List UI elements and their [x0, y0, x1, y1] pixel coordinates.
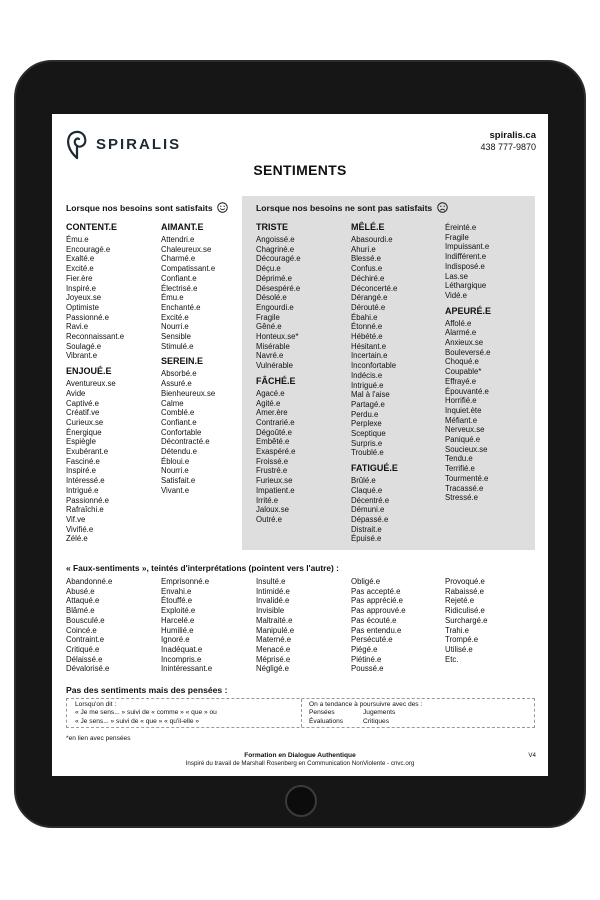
- home-button[interactable]: [285, 785, 317, 817]
- feeling-word: Passionné.e: [66, 312, 109, 322]
- footer-title: Formation en Dialogue Authentique: [244, 752, 356, 759]
- feeling-word: Éreinté.e: [445, 223, 477, 232]
- feeling-word: Satisfait.e: [161, 476, 196, 486]
- feeling-word: Confus.e: [351, 264, 383, 274]
- feeling-word: Angoissé.e: [256, 235, 295, 244]
- feeling-word: Troublé.e: [351, 448, 384, 458]
- list-word: Critiques: [363, 717, 390, 725]
- feeling-group-heading: SEREIN.E: [161, 356, 204, 367]
- feeling-group-heading: AIMANT.E: [161, 222, 204, 232]
- list-word: Inintéressant.e: [161, 664, 213, 674]
- feeling-word: Ému.e: [161, 293, 184, 303]
- feeling-group-heading: APEURÉ.E: [445, 305, 492, 316]
- feelings-column: [66, 222, 124, 544]
- feeling-word: Intéressé.e: [66, 476, 105, 486]
- feeling-word: Agité.e: [256, 398, 281, 408]
- feeling-word: Perdu.e: [351, 409, 379, 419]
- feeling-word: Soucieux.se: [445, 444, 488, 454]
- unsatisfied-heading: [256, 202, 448, 213]
- feeling-word: Bouleversé.e: [445, 347, 491, 357]
- feeling-word: Épuisé.e: [351, 534, 382, 544]
- list-word: Ridiculisé.e: [445, 606, 485, 616]
- feeling-word: Mal à l'aise: [351, 390, 390, 400]
- satisfied-heading: [66, 202, 228, 213]
- feeling-word: Nourri.e: [161, 322, 189, 332]
- feeling-word: Léthargique: [445, 281, 487, 291]
- feeling-word: Exaspéré.e: [256, 447, 296, 457]
- feeling-word: Nourri.e: [161, 466, 189, 476]
- list-word: Invalidé.e: [256, 596, 290, 606]
- feeling-word: Exalté.e: [66, 254, 95, 264]
- feeling-word: Intrigué.e: [351, 380, 384, 390]
- list-word: Intimidé.e: [256, 586, 290, 596]
- feeling-word: Désespéré.e: [256, 283, 301, 293]
- feeling-word: Effrayé.e: [445, 376, 477, 386]
- list-word: Contraint.e: [66, 635, 105, 645]
- list-word: Etc.: [445, 654, 459, 664]
- feeling-word: Calme: [161, 398, 184, 408]
- list-word: Surchargé.e: [445, 615, 488, 625]
- feeling-word: Détendu.e: [161, 447, 197, 457]
- feeling-word: Agacé.e: [256, 388, 285, 398]
- feeling-word: Encouragé.e: [66, 244, 111, 254]
- feeling-word: Reconnaissant.e: [66, 332, 125, 342]
- feeling-word: Amer.ère: [256, 408, 288, 418]
- list-word: Trahi.e: [445, 625, 469, 635]
- feeling-word: Dérangé.e: [351, 293, 388, 303]
- list-word: Incompris.e: [161, 654, 202, 664]
- list-word: Utilisé.e: [445, 644, 473, 654]
- feeling-word: Distrait.e: [351, 524, 382, 534]
- feeling-word: Curieux.se: [66, 417, 104, 427]
- feeling-word: Intrigué.e: [66, 485, 99, 495]
- feeling-word: Exubérant.e: [66, 447, 109, 457]
- feeling-word: Passionné.e: [66, 495, 109, 505]
- list-word: Pas apprécié.e: [351, 596, 404, 606]
- unsatisfied-heading-text: Lorsque nos besoins ne sont pas satisfaits: [256, 203, 433, 213]
- feeling-word: Irrité.e: [256, 495, 279, 505]
- feeling-word: Rafraîchi.e: [66, 505, 104, 515]
- feeling-word: Gêné.e: [256, 322, 282, 332]
- feeling-word: Horrifié.e: [445, 396, 477, 406]
- box-divider: [301, 699, 302, 727]
- smiley-icon: [217, 202, 228, 213]
- feeling-word: Choqué.e: [445, 357, 479, 367]
- feeling-word: Déçu.e: [256, 264, 281, 274]
- list-word: Pas entendu.e: [351, 625, 402, 635]
- feeling-word: Électrisé.e: [161, 283, 198, 293]
- feeling-word: Fier.ère: [66, 273, 93, 283]
- feeling-word: Épouvanté.e: [445, 386, 489, 396]
- feeling-word: Stimulé.e: [161, 341, 194, 351]
- list-word: Pas écouté.e: [351, 615, 397, 625]
- feeling-word: Indécis.e: [351, 370, 383, 380]
- logo-text: SPIRALIS: [96, 136, 182, 153]
- list-word: Emprisonné.e: [161, 577, 210, 586]
- feeling-word: Misérable: [256, 341, 290, 351]
- feeling-word: Affolé.e: [445, 318, 472, 328]
- feeling-word: Fragile: [256, 312, 280, 322]
- list-word: Persécuté.e: [351, 635, 393, 645]
- list-word: Évaluations: [309, 717, 344, 725]
- feeling-word: Espiègle: [66, 437, 96, 447]
- feeling-word: Désolé.e: [256, 293, 287, 303]
- feeling-group-heading: ENJOUÉ.E: [66, 366, 112, 377]
- feeling-word: Dépassé.e: [351, 514, 389, 524]
- feeling-word: Dérouté.e: [351, 302, 386, 312]
- list-word: Humilié.e: [161, 625, 194, 635]
- feeling-word: Captivé.e: [66, 398, 99, 408]
- feeling-word: Vif.ve: [66, 514, 86, 524]
- list-word: Pas accepté.e: [351, 586, 401, 596]
- feeling-word: Indifférent.e: [445, 252, 487, 262]
- feeling-word: Chagriné.e: [256, 244, 295, 254]
- list-word: Inadéquat.e: [161, 644, 203, 654]
- feeling-word: Hébété.e: [351, 332, 383, 342]
- feelings-column: [161, 222, 215, 496]
- feeling-word: Décontracté.e: [161, 437, 210, 447]
- feeling-word: Tracassé.e: [445, 483, 484, 493]
- list-word: Insulté.e: [256, 577, 286, 586]
- website-link[interactable]: spiralis.ca: [489, 130, 536, 141]
- feeling-word: Bienheureux.se: [161, 388, 216, 398]
- feeling-word: Joyeux.se: [66, 293, 102, 303]
- pensees-right-intro: On a tendance à poursuivre avec des :: [309, 701, 423, 708]
- faux-column: [445, 577, 487, 664]
- frown-icon: [437, 202, 448, 213]
- list-word: Abusé.e: [66, 586, 95, 596]
- feeling-word: Ébloui.e: [161, 456, 190, 466]
- list-word: Invisible: [256, 606, 285, 616]
- feeling-word: Nerveux.se: [445, 425, 485, 435]
- feeling-word: Découragé.e: [256, 254, 301, 264]
- list-word: Méprisé.e: [256, 654, 291, 664]
- feeling-word: Méfiant.e: [445, 415, 478, 425]
- feeling-word: Comblé.e: [161, 408, 195, 418]
- feeling-word: Aventureux.se: [66, 379, 116, 389]
- feeling-word: Tendu.e: [445, 454, 473, 464]
- list-word: Exploité.e: [161, 606, 196, 616]
- feeling-word: Navré.e: [256, 351, 284, 361]
- feeling-word: Absorbé.e: [161, 369, 197, 379]
- feeling-word: Stressé.e: [445, 493, 478, 503]
- list-word: « Je me sens... » suivi de « comme » « que » ou: [75, 709, 217, 717]
- list-word: Manipulé.e: [256, 625, 295, 635]
- feeling-group-heading: MÊLÉ.E: [351, 222, 385, 232]
- list-word: Lorsqu'on dit :: [75, 701, 117, 708]
- list-word: Pas approuvé.e: [351, 606, 406, 616]
- feeling-word: Excité.e: [161, 312, 189, 322]
- feeling-word: Chaleureux.se: [161, 244, 212, 254]
- feeling-word: Fragile: [445, 232, 469, 242]
- feeling-word: Terrifié.e: [445, 464, 475, 474]
- faux-sentiments-heading: « Faux-sentiments », teintés d'interprétations (pointent vers l'autre) :: [66, 563, 339, 573]
- feeling-word: Excité.e: [66, 264, 94, 274]
- list-word: Piétiné.e: [351, 654, 382, 664]
- list-word: Dévalorisé.e: [66, 664, 110, 674]
- feeling-word: Incertain.e: [351, 351, 388, 361]
- list-word: Jugements: [363, 709, 396, 717]
- feeling-word: Optimiste: [66, 302, 99, 312]
- feeling-word: Déprimé.e: [256, 273, 292, 283]
- feeling-word: Charmé.e: [161, 254, 196, 264]
- list-word: Menacé.e: [256, 644, 291, 654]
- feeling-word: Coupable*: [445, 367, 482, 377]
- feeling-word: Soulagé.e: [66, 341, 102, 351]
- pensees-box: [66, 698, 535, 728]
- list-word: Rejeté.e: [445, 596, 475, 606]
- feeling-word: Surpris.e: [351, 438, 383, 448]
- feeling-word: Las.se: [445, 271, 468, 281]
- feeling-word: Engourdi.e: [256, 302, 294, 312]
- feeling-word: Inspiré.e: [66, 283, 96, 293]
- list-word: Attaqué.e: [66, 596, 100, 606]
- feeling-word: Déchiré.e: [351, 273, 385, 283]
- faux-column: [351, 577, 406, 674]
- spiral-logo-icon: [66, 128, 88, 160]
- feeling-word: Enchanté.e: [161, 302, 201, 312]
- list-word: Négligé.e: [256, 664, 289, 674]
- feeling-word: Inspiré.e: [66, 466, 96, 476]
- feeling-word: Sceptique: [351, 429, 386, 439]
- list-word: Délaissé.e: [66, 654, 103, 664]
- feeling-word: Ému.e: [66, 235, 89, 244]
- feeling-word: Assuré.e: [161, 379, 192, 389]
- feeling-word: Hésitant.e: [351, 341, 387, 351]
- footer-credit: Inspiré du travail de Marshall Rosenberg en Communication NonViolente - cnvc.org: [185, 760, 415, 767]
- feeling-word: Zélé.e: [66, 534, 88, 544]
- faux-column: [256, 577, 294, 674]
- feeling-word: Vivant.e: [161, 485, 190, 495]
- list-word: Provoqué.e: [445, 577, 485, 586]
- list-word: « Je sens... » suivi de « que » « qu'il-elle »: [75, 717, 200, 725]
- feeling-word: Compatissant.e: [161, 264, 216, 274]
- feeling-word: Attendri.e: [161, 235, 195, 244]
- list-word: Bousculé.e: [66, 615, 105, 625]
- list-word: Ignoré.e: [161, 635, 190, 645]
- feeling-word: Abasourdi.e: [351, 235, 393, 244]
- list-word: Maltraité.e: [256, 615, 293, 625]
- list-word: Rabaissé.e: [445, 586, 485, 596]
- pensees-right-col1: [309, 709, 343, 726]
- list-word: Obligé.e: [351, 577, 381, 586]
- feeling-word: Confiant.e: [161, 417, 197, 427]
- feeling-word: Déconcerté.e: [351, 283, 398, 293]
- list-word: Abandonné.e: [66, 577, 113, 586]
- feeling-group-heading: FATIGUÉ.E: [351, 463, 398, 474]
- feeling-word: Outré.e: [256, 514, 283, 524]
- faux-column: [66, 577, 112, 674]
- list-word: Envahi.e: [161, 586, 192, 596]
- list-word: Materné.e: [256, 635, 292, 645]
- feeling-word: Jaloux.se: [256, 505, 289, 515]
- feeling-word: Vidé.e: [445, 290, 467, 300]
- feeling-word: Étonné.e: [351, 322, 383, 332]
- list-word: Poussé.e: [351, 664, 384, 674]
- list-word: Critiqué.e: [66, 644, 100, 654]
- feelings-column: [256, 222, 301, 525]
- feeling-word: Perplexe: [351, 419, 382, 429]
- feeling-word: Alarmé.e: [445, 328, 477, 338]
- pensees-right-col2: [363, 709, 395, 726]
- list-word: Étouffé.e: [161, 596, 193, 606]
- phone-number: 438 777-9870: [480, 142, 536, 152]
- feeling-word: Inconfortable: [351, 361, 397, 371]
- list-word: Pensées: [309, 709, 335, 717]
- feeling-word: Indisposé.e: [445, 261, 485, 271]
- feeling-word: Confiant.e: [161, 273, 197, 283]
- feeling-word: Paniqué.e: [445, 435, 481, 445]
- feeling-word: Furieux.se: [256, 476, 293, 486]
- feeling-word: Vivifié.e: [66, 524, 94, 534]
- feeling-word: Anxieux.se: [445, 338, 484, 348]
- feeling-group-heading: TRISTE: [256, 222, 289, 232]
- page-title: SENTIMENTS: [253, 162, 347, 178]
- feeling-group-heading: FÂCHÉ.E: [256, 375, 296, 386]
- pensees-heading: Pas des sentiments mais des pensées :: [66, 685, 228, 695]
- feeling-word: Créatif.ve: [66, 408, 100, 418]
- footnote: *en lien avec pensées: [66, 735, 131, 742]
- feeling-word: Démuni.e: [351, 505, 385, 515]
- document-page: [52, 114, 548, 776]
- feeling-word: Tourmenté.e: [445, 473, 489, 483]
- feeling-word: Brûlé.e: [351, 476, 376, 486]
- pensees-left-text: [75, 701, 217, 726]
- feeling-word: Fasciné.e: [66, 456, 100, 466]
- list-word: Trompé.e: [445, 635, 479, 645]
- feeling-word: Inquiet.ète: [445, 405, 482, 415]
- feeling-word: Ravi.e: [66, 322, 89, 332]
- feeling-word: Claqué.e: [351, 485, 383, 495]
- feeling-word: Blessé.e: [351, 254, 381, 264]
- feelings-column: [351, 222, 398, 544]
- version-label: V4: [528, 752, 536, 759]
- feeling-word: Sensible: [161, 332, 191, 342]
- satisfied-heading-text: Lorsque nos besoins sont satisfaits: [66, 203, 213, 213]
- feeling-word: Impatient.e: [256, 485, 295, 495]
- list-word: Harcelé.e: [161, 615, 195, 625]
- feeling-word: Ébahi.e: [351, 312, 378, 322]
- feeling-word: Avide: [66, 388, 86, 398]
- feeling-word: Décentré.e: [351, 495, 390, 505]
- list-word: Coincé.e: [66, 625, 97, 635]
- feeling-word: Froissé.e: [256, 456, 289, 466]
- faux-column: [161, 577, 212, 674]
- list-word: Piégé.e: [351, 644, 378, 654]
- feeling-word: Énergique: [66, 427, 102, 437]
- feeling-group-heading: CONTENT.E: [66, 222, 118, 232]
- feeling-word: Vibrant.e: [66, 351, 98, 361]
- feeling-word: Contrarié.e: [256, 417, 295, 427]
- feeling-word: Impuissant.e: [445, 242, 490, 252]
- list-word: Blâmé.e: [66, 606, 95, 616]
- feeling-word: Confortable: [161, 427, 202, 437]
- feeling-word: Embêté.e: [256, 437, 290, 447]
- feeling-word: Dégoûté.e: [256, 427, 292, 437]
- feeling-word: Partagé.e: [351, 399, 385, 409]
- feeling-word: Vulnérable: [256, 361, 293, 371]
- feelings-column: [445, 223, 491, 503]
- feeling-word: Ahuri.e: [351, 244, 376, 254]
- feeling-word: Honteux.se*: [256, 332, 299, 342]
- feeling-word: Frustré.e: [256, 466, 288, 476]
